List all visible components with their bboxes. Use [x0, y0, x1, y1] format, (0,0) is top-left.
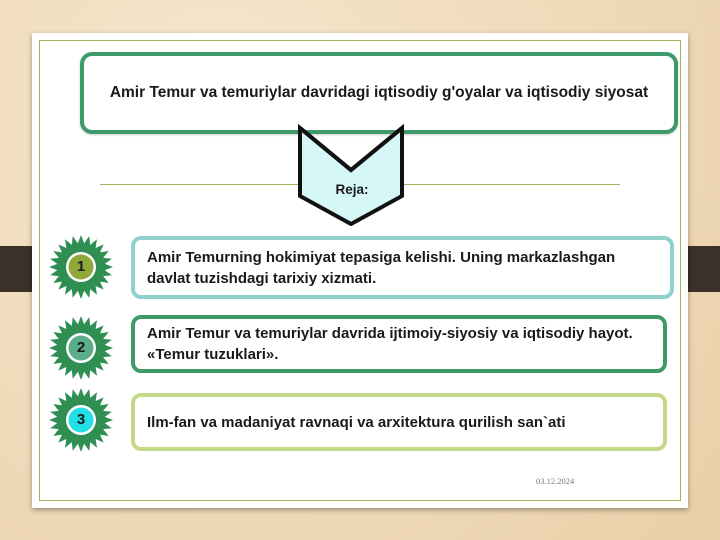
plan-item-1 [131, 236, 674, 299]
badge-2-number: 2 [76, 339, 86, 356]
title-box [80, 52, 678, 134]
chevron-down-icon [296, 124, 406, 226]
badge-3 [48, 387, 114, 453]
plan-item-2-text: Amir Temur va temuriylar davrida ijtimoiy-siyosiy va iqtisodiy hayot. «Temur tuzuklari». [147, 325, 633, 363]
badge-2 [48, 315, 114, 381]
badge-1-number: 1 [76, 258, 86, 275]
badge-1 [48, 234, 114, 300]
badge-3-number: 3 [76, 411, 86, 428]
plan-item-2 [131, 315, 667, 373]
plan-item-3-text: Ilm-fan va madaniyat ravnaqi va arxitektura qurilish san`ati [147, 413, 566, 431]
slide-title: Amir Temur va temuriylar davridagi iqtisodiy g'oyalar va iqtisodiy siyosat [109, 84, 649, 101]
reja-label: Reja: [335, 182, 369, 197]
plan-item-3 [131, 393, 667, 451]
slide-date: 03.12.2024 [536, 476, 575, 486]
plan-item-1-text: Amir Temurning hokimiyat tepasiga kelishi. Uning markazlashgan davlat tuzishdagi tarixiy xizmati. [147, 248, 616, 287]
